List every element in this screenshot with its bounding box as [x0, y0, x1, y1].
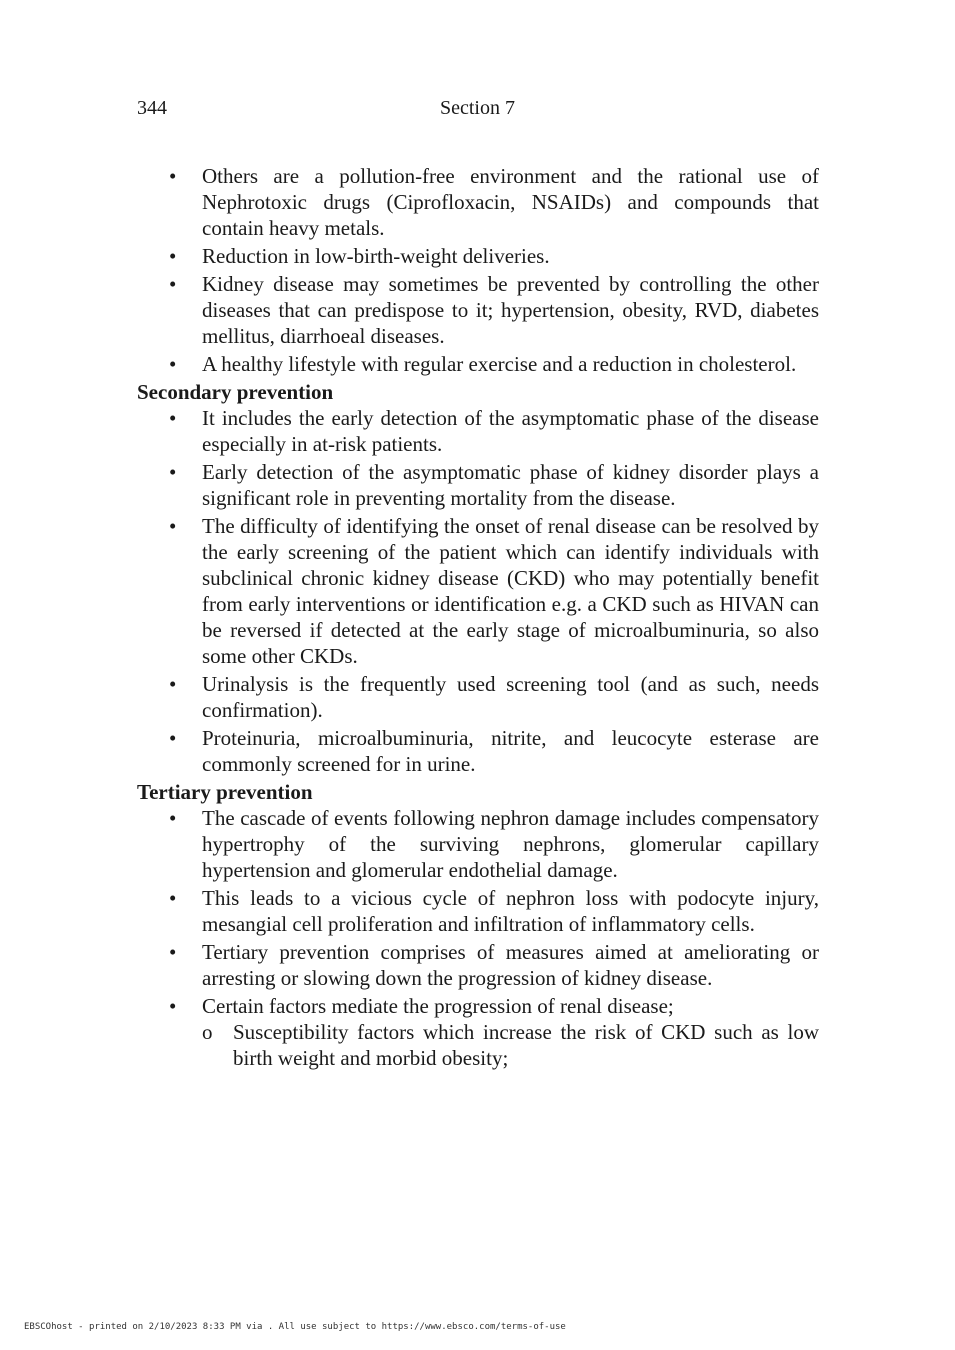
bullet-icon: • — [169, 164, 177, 188]
circle-bullet-icon: o — [202, 1020, 213, 1044]
page-number: 344 — [137, 97, 167, 119]
list-item: • Kidney disease may sometimes be prevented by controlling the other diseases that can predispose to it; hypertension, obesity, RVD, diabetes mellitus, diarrhoeal diseases. — [169, 272, 819, 348]
sub-list-item: o Susceptibility factors which increase the risk of CKD such as low birth weight and morbid obesity; — [202, 1020, 819, 1070]
list-item: • Others are a pollution-free environment and the rational use of Nephrotoxic drugs (Ciprofloxacin, NSAIDs) and compounds that contain heavy metals. — [169, 164, 819, 240]
sub-list — [202, 1019, 819, 1071]
primary-prevention-list — [137, 163, 819, 377]
secondary-prevention-heading: Secondary prevention — [137, 380, 334, 404]
bullet-icon: • — [169, 244, 177, 268]
tertiary-prevention-list — [137, 805, 819, 1071]
bullet-icon: • — [169, 352, 177, 376]
list-item: • It includes the early detection of the asymptomatic phase of the disease especially in at-risk patients. — [169, 406, 819, 456]
bullet-icon: • — [169, 272, 177, 296]
secondary-prevention-list — [137, 405, 819, 777]
bullet-icon: • — [169, 940, 177, 964]
bullet-icon: • — [169, 994, 177, 1018]
bullet-icon: • — [169, 460, 177, 484]
list-item: • Tertiary prevention comprises of measures aimed at ameliorating or arresting or slowing down the progression of kidney disease. — [169, 940, 819, 990]
list-item: • A healthy lifestyle with regular exercise and a reduction in cholesterol. — [169, 352, 797, 376]
bullet-icon: • — [169, 886, 177, 910]
list-item: • Reduction in low-birth-weight deliveries. — [169, 244, 550, 268]
list-item: • This leads to a vicious cycle of nephron loss with podocyte injury, mesangial cell proliferation and infiltration of inflammatory cells. — [169, 886, 819, 936]
bullet-icon: • — [169, 514, 177, 538]
bullet-icon: • — [169, 806, 177, 830]
list-item: • Urinalysis is the frequently used screening tool (and as such, needs confirmation). — [169, 672, 819, 722]
bullet-icon: • — [169, 406, 177, 430]
list-item: • The cascade of events following nephron damage includes compensatory hypertrophy of the surviving nephrons, glomerular capillary hypertension and glomerular endothelial damage. — [169, 806, 819, 882]
print-footer: EBSCOhost - printed on 2/10/2023 8:33 PM via . All use subject to https://www.ebsco.com/terms-of-use — [24, 1322, 566, 1332]
list-item: • Certain factors mediate the progression of renal disease; o Susceptibility factors which increase the risk of CKD such as low birth weight and morbid obesity; — [169, 994, 819, 1070]
bullet-icon: • — [169, 726, 177, 750]
bullet-icon: • — [169, 672, 177, 696]
list-item: • The difficulty of identifying the onset of renal disease can be resolved by the early screening of the patient which can identify individuals with subclinical chronic kidney disease (CKD) who may potentially benefit from early interventions or identification e.g. a CKD such as HIVAN can be reversed if detected at the early stage of microalbuminuria, so also some other CKDs. — [169, 514, 819, 668]
page-body — [137, 163, 819, 1073]
running-head: Section 7 — [440, 97, 515, 119]
tertiary-prevention-heading: Tertiary prevention — [137, 780, 313, 804]
list-item: • Proteinuria, microalbuminuria, nitrite, and leucocyte esterase are commonly screened for in urine. — [169, 726, 819, 776]
list-item: • Early detection of the asymptomatic phase of kidney disorder plays a significant role in preventing mortality from the disease. — [169, 460, 819, 510]
